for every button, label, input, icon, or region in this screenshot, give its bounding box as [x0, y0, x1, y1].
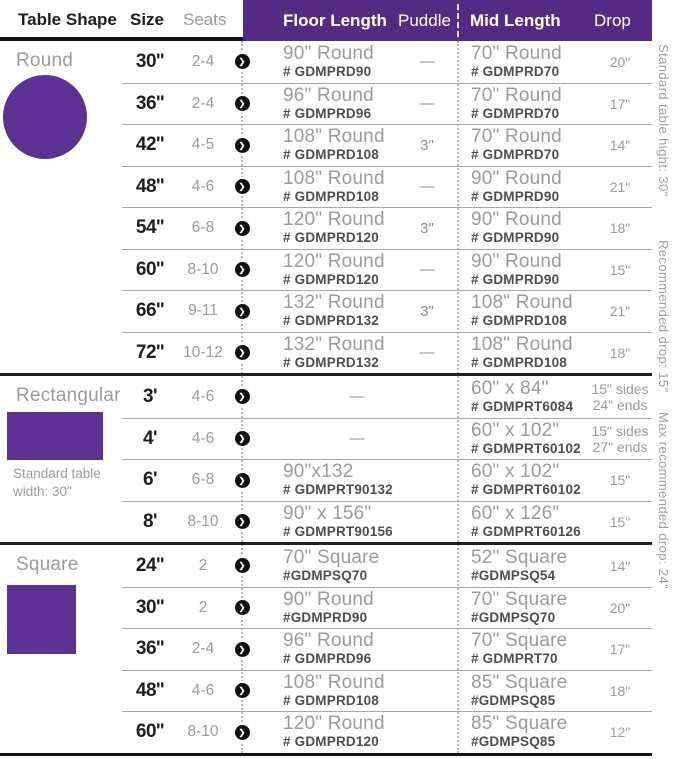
- mid-length-value: 108" Round: [471, 292, 573, 314]
- mid-length-part-number: # GDMPRT60102: [471, 482, 581, 498]
- drop-cell: 12": [609, 724, 631, 741]
- shape-cell: [0, 41, 122, 373]
- drop-cell: 15": [609, 513, 631, 530]
- floor-length-value: 90"x132: [283, 461, 354, 483]
- table-row: [122, 207, 652, 249]
- floor-length-value: 90" x 156": [283, 502, 372, 524]
- mid-length-cell: [458, 673, 588, 709]
- mid-length-part-number: #GDMPSQ85: [471, 734, 556, 750]
- arrow-cell: [228, 642, 256, 657]
- size-cell: 3': [142, 385, 158, 407]
- mid-length-cell: [458, 44, 588, 80]
- floor-length-cell: [256, 504, 396, 540]
- floor-length-part-number: # GDMPRD108: [283, 188, 379, 204]
- section-rows: [122, 41, 652, 373]
- mid-length-cell: [458, 210, 588, 246]
- size-cell: 54'': [135, 217, 165, 239]
- table-row: [122, 587, 652, 629]
- shape-section: [0, 542, 652, 753]
- chevron-right-icon: ❯: [235, 179, 250, 194]
- size-cell: 42'': [135, 134, 165, 156]
- size-cell: 48'': [135, 679, 165, 701]
- size-cell: 4': [142, 427, 158, 449]
- chevron-right-icon: ❯: [235, 96, 250, 111]
- shape-label: Round: [16, 50, 73, 71]
- puddle-cell: —: [419, 95, 435, 113]
- mid-length-part-number: # GDMPRD70: [471, 147, 560, 163]
- drop-cell: 14": [609, 137, 631, 154]
- drop-cell: 15": [609, 472, 631, 489]
- floor-length-cell: [256, 590, 396, 626]
- size-cell: 48'': [135, 175, 165, 197]
- chevron-right-icon: ❯: [235, 54, 250, 69]
- shape-cell: [0, 376, 122, 542]
- side-note-table-height: Standard table hight: 30": [656, 44, 671, 197]
- floor-length-cell: [256, 673, 396, 709]
- arrow-cell: [228, 262, 256, 277]
- mid-length-value: 90" Round: [471, 167, 562, 189]
- arrow-cell: [228, 431, 256, 446]
- floor-length-cell: [256, 210, 396, 246]
- chevron-right-icon: ❯: [235, 725, 250, 740]
- floor-length-part-number: # GDMPRD120: [283, 230, 379, 246]
- floor-length-part-number: # GDMPRD108: [283, 692, 379, 708]
- seats-cell: 4-6: [191, 387, 215, 405]
- column-header-size: Size: [130, 10, 165, 29]
- drop-cell: 15" sides 24" ends: [591, 380, 649, 413]
- arrow-cell: [228, 96, 256, 111]
- arrow-cell: [228, 179, 256, 194]
- seats-cell: 4-6: [191, 429, 215, 447]
- floor-length-cell: —: [349, 430, 365, 448]
- table-row: [122, 290, 652, 332]
- mid-length-value: 60" x 102": [471, 419, 560, 441]
- chevron-right-icon: ❯: [235, 262, 250, 277]
- column-header-table-shape: Table Shape: [18, 10, 117, 29]
- mid-length-part-number: #GDMPSQ54: [471, 567, 556, 583]
- table-row: [122, 166, 652, 208]
- mid-length-cell: [458, 504, 588, 540]
- floor-length-value: 108" Round: [283, 167, 385, 189]
- mid-length-cell: [458, 86, 588, 122]
- arrow-cell: [228, 221, 256, 236]
- puddle-cell: —: [419, 178, 435, 196]
- seats-cell: 10-12: [183, 343, 223, 361]
- chevron-right-icon: ❯: [235, 138, 250, 153]
- column-header-drop: Drop: [594, 11, 631, 30]
- seats-cell: 2-4: [191, 52, 215, 70]
- drop-cell: 15": [609, 261, 631, 278]
- chevron-right-icon: ❯: [235, 683, 250, 698]
- mid-length-value: 90" Round: [471, 209, 562, 231]
- chevron-right-icon: ❯: [235, 558, 250, 573]
- floor-length-value: 132" Round: [283, 333, 385, 355]
- drop-cell: 17": [609, 95, 631, 112]
- size-cell: 30'': [135, 50, 165, 72]
- shape-figure: [3, 75, 87, 159]
- shape-section: [0, 373, 652, 542]
- chevron-right-icon: ❯: [235, 514, 250, 529]
- size-cell: 66'': [135, 300, 165, 322]
- floor-length-part-number: # GDMPRD120: [283, 271, 379, 287]
- table-row: [122, 501, 652, 543]
- seats-cell: 6-8: [191, 471, 215, 489]
- floor-length-cell: [256, 548, 396, 584]
- column-header-seats: Seats: [183, 10, 227, 29]
- floor-length-value: 120" Round: [283, 250, 385, 272]
- arrow-cell: [228, 54, 256, 69]
- mid-length-value: 60" x 102": [471, 461, 560, 483]
- seats-cell: 8-10: [187, 512, 219, 530]
- floor-length-part-number: # GDMPRT90132: [283, 482, 393, 498]
- drop-cell: 18": [609, 682, 631, 699]
- seats-cell: 4-6: [191, 681, 215, 699]
- mid-length-part-number: # GDMPRT60102: [471, 440, 581, 456]
- section-rows: [122, 545, 652, 753]
- mid-length-part-number: # GDMPRD108: [471, 313, 567, 329]
- chevron-right-icon: ❯: [235, 642, 250, 657]
- size-cell: 60'': [135, 721, 165, 743]
- mid-length-value: 108" Round: [471, 333, 573, 355]
- floor-length-cell: [256, 631, 396, 667]
- seats-cell: 8-10: [187, 723, 219, 741]
- table-row: [122, 711, 652, 753]
- table-row: [122, 41, 652, 83]
- size-chart-body: [0, 41, 652, 756]
- mid-length-cell: [458, 548, 588, 584]
- floor-length-part-number: # GDMPRD120: [283, 734, 379, 750]
- mid-length-value: 70" Round: [471, 84, 562, 106]
- table-row: [122, 83, 652, 125]
- mid-length-part-number: # GDMPRT70: [471, 651, 558, 667]
- side-note-recommended-drop: Recommended drop: 15": [656, 240, 671, 393]
- chevron-right-icon: ❯: [235, 600, 250, 615]
- floor-length-cell: —: [349, 388, 365, 406]
- mid-length-part-number: # GDMPRD90: [471, 230, 560, 246]
- mid-length-cell: [458, 714, 588, 750]
- arrow-cell: [228, 345, 256, 360]
- mid-length-part-number: # GDMPRT60126: [471, 523, 581, 539]
- column-header-mid-length: Mid Length: [470, 11, 561, 30]
- table-row: [122, 418, 652, 460]
- shape-figure: [7, 412, 103, 460]
- floor-length-part-number: # GDMPRD108: [283, 147, 379, 163]
- header-dashed-divider: [457, 4, 459, 37]
- floor-length-value: 96" Round: [283, 630, 374, 652]
- floor-length-value: 90" Round: [283, 588, 374, 610]
- mid-length-value: 70" Square: [471, 588, 568, 610]
- mid-length-value: 70" Round: [471, 126, 562, 148]
- drop-cell: 21": [609, 303, 631, 320]
- table-row: [122, 376, 652, 418]
- section-rows: [122, 376, 652, 542]
- mid-length-value: 60" x 84": [471, 377, 549, 399]
- mid-length-part-number: #GDMPSQ70: [471, 609, 556, 625]
- seats-cell: 2: [198, 598, 208, 616]
- size-cell: 24'': [135, 554, 165, 576]
- floor-length-cell: [256, 252, 396, 288]
- floor-length-value: 120" Round: [283, 209, 385, 231]
- floor-length-part-number: # GDMPRD96: [283, 105, 372, 121]
- drop-cell: 20": [609, 599, 631, 616]
- seats-cell: 2-4: [191, 640, 215, 658]
- table-row: [122, 124, 652, 166]
- chevron-right-icon: ❯: [235, 431, 250, 446]
- header-left: [0, 0, 243, 37]
- seats-cell: 4-6: [191, 177, 215, 195]
- mid-length-value: 70" Square: [471, 630, 568, 652]
- table-row: [122, 670, 652, 712]
- chevron-right-icon: ❯: [235, 473, 250, 488]
- drop-cell: 18": [609, 344, 631, 361]
- arrow-cell: [228, 558, 256, 573]
- size-cell: 36'': [135, 638, 165, 660]
- arrow-cell: [228, 683, 256, 698]
- shape-label: Rectangular: [16, 385, 121, 406]
- size-cell: 36'': [135, 92, 165, 114]
- floor-length-value: 132" Round: [283, 292, 385, 314]
- floor-length-value: 90" Round: [283, 42, 374, 64]
- mid-length-part-number: # GDMPRD90: [471, 188, 560, 204]
- mid-length-cell: [458, 462, 588, 498]
- mid-length-value: 60" x 126": [471, 502, 560, 524]
- mid-length-part-number: #GDMPSQ85: [471, 692, 556, 708]
- mid-length-cell: [458, 379, 588, 415]
- arrow-cell: [228, 304, 256, 319]
- shape-figure: [7, 585, 76, 654]
- floor-length-value: 96" Round: [283, 84, 374, 106]
- drop-cell: 17": [609, 641, 631, 658]
- shape-label: Square: [16, 554, 79, 575]
- chevron-right-icon: ❯: [235, 221, 250, 236]
- arrow-cell: [228, 514, 256, 529]
- header-purple-band: [243, 0, 652, 41]
- floor-length-cell: [256, 335, 396, 371]
- floor-length-part-number: # GDMPRD96: [283, 651, 372, 667]
- table-row: [122, 628, 652, 670]
- mid-length-part-number: # GDMPRD70: [471, 105, 560, 121]
- mid-length-value: 85" Square: [471, 671, 568, 693]
- mid-length-value: 70" Round: [471, 42, 562, 64]
- floor-length-part-number: #GDMPRD90: [283, 609, 368, 625]
- side-note-max-drop: Max recommended drop: 24": [656, 412, 671, 590]
- floor-length-part-number: # GDMPRD90: [283, 63, 372, 79]
- floor-length-value: 108" Round: [283, 671, 385, 693]
- puddle-cell: —: [419, 344, 435, 362]
- seats-cell: 8-10: [187, 260, 219, 278]
- arrow-cell: [228, 389, 256, 404]
- mid-length-cell: [458, 335, 588, 371]
- seats-cell: 4-5: [191, 136, 215, 154]
- floor-length-value: 70" Square: [283, 546, 380, 568]
- size-cell: 8': [142, 510, 158, 532]
- puddle-cell: —: [419, 261, 435, 279]
- floor-length-value: 108" Round: [283, 126, 385, 148]
- seats-cell: 6-8: [191, 219, 215, 237]
- shape-section: [0, 41, 652, 373]
- seats-cell: 9-11: [188, 302, 218, 320]
- floor-length-cell: [256, 714, 396, 750]
- table-row: [122, 332, 652, 374]
- drop-cell: 21": [609, 178, 631, 195]
- floor-length-value: 120" Round: [283, 713, 385, 735]
- seats-cell: 2-4: [191, 94, 215, 112]
- mid-length-value: 85" Square: [471, 713, 568, 735]
- floor-length-cell: [256, 462, 396, 498]
- arrow-cell: [228, 473, 256, 488]
- shape-cell: [0, 545, 122, 753]
- floor-length-part-number: #GDMPSQ70: [283, 567, 368, 583]
- column-header-puddle: Puddle: [398, 11, 451, 30]
- mid-length-value: 90" Round: [471, 250, 562, 272]
- seats-cell: 2: [198, 556, 208, 574]
- table-row: [122, 459, 652, 501]
- arrow-cell: [228, 600, 256, 615]
- size-cell: 6': [142, 469, 158, 491]
- mid-length-cell: [458, 631, 588, 667]
- drop-cell: 18": [609, 220, 631, 237]
- mid-length-value: 52" Square: [471, 546, 568, 568]
- mid-length-cell: [458, 293, 588, 329]
- mid-length-part-number: # GDMPRD108: [471, 354, 567, 370]
- size-cell: 60'': [135, 258, 165, 280]
- puddle-cell: —: [419, 53, 435, 71]
- floor-length-cell: [256, 293, 396, 329]
- puddle-cell: 3": [420, 302, 434, 320]
- mid-length-cell: [458, 590, 588, 626]
- size-cell: 72'': [135, 341, 165, 363]
- chevron-right-icon: ❯: [235, 389, 250, 404]
- table-row: [122, 249, 652, 291]
- column-header-floor-length: Floor Length: [283, 11, 387, 30]
- floor-length-cell: [256, 169, 396, 205]
- floor-length-part-number: # GDMPRD132: [283, 354, 379, 370]
- mid-length-cell: [458, 127, 588, 163]
- floor-length-part-number: # GDMPRD132: [283, 313, 379, 329]
- mid-length-part-number: # GDMPRT6084: [471, 398, 574, 414]
- floor-length-cell: [256, 127, 396, 163]
- puddle-cell: 3": [420, 136, 434, 154]
- shape-caption: Standard table width: 30": [13, 466, 101, 499]
- mid-length-cell: [458, 252, 588, 288]
- drop-cell: 14": [609, 557, 631, 574]
- arrow-cell: [228, 725, 256, 740]
- mid-length-cell: [458, 421, 588, 457]
- floor-length-part-number: # GDMPRT90156: [283, 523, 393, 539]
- table-row: [122, 545, 652, 587]
- mid-length-part-number: # GDMPRD90: [471, 271, 560, 287]
- floor-length-cell: [256, 86, 396, 122]
- size-cell: 30'': [135, 596, 165, 618]
- puddle-cell: 3": [420, 219, 434, 237]
- drop-cell: 15" sides 27" ends: [591, 422, 649, 455]
- drop-cell: 20": [609, 53, 631, 70]
- mid-length-cell: [458, 169, 588, 205]
- floor-length-cell: [256, 44, 396, 80]
- mid-length-part-number: # GDMPRD70: [471, 63, 560, 79]
- chevron-right-icon: ❯: [235, 304, 250, 319]
- arrow-cell: [228, 138, 256, 153]
- chevron-right-icon: ❯: [235, 345, 250, 360]
